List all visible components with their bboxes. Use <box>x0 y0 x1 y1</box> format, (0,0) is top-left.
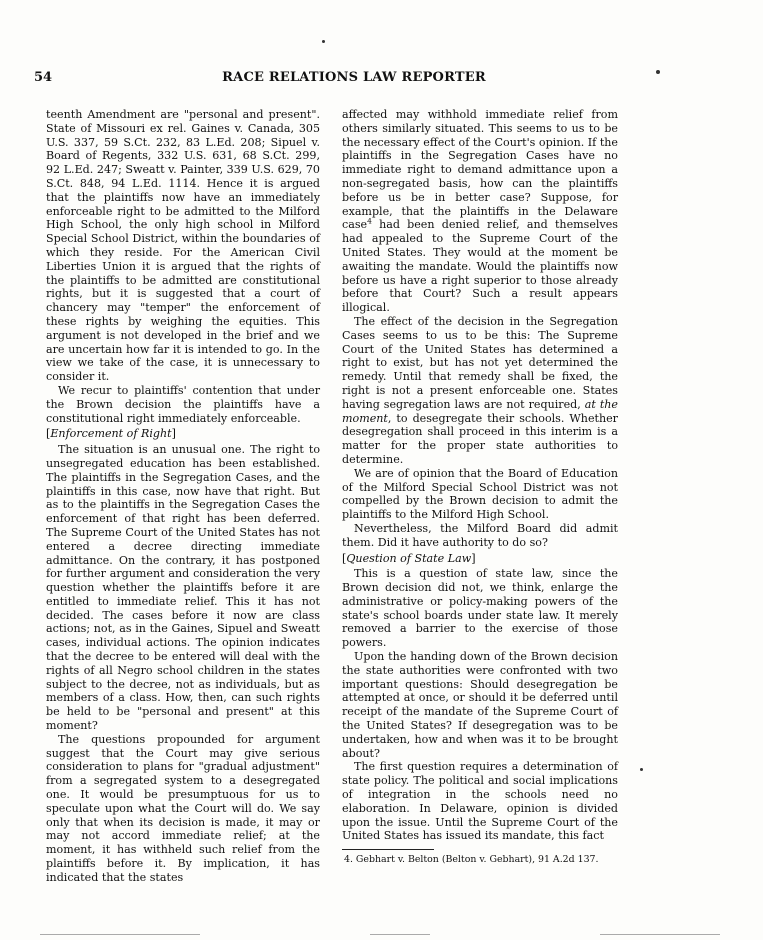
paragraph-text: , to desegregate their schools. Whether desegregation shall proceed in this interim is a matter for the proper state authorities to determine. <box>342 411 618 466</box>
paragraph: Nevertheless, the Milford Board did admit them. Did it have authority to do so? <box>342 521 618 549</box>
paragraph-text: affected may withhold immediate relief from others similarly situated. This seems to us to be the necessary effect of the Court's opinion. If the plaintiffs in the Segregation Cases have no immediate right to demand admittance upon a non-segregated basis, how can the plaintiffs before us be in better case? Suppose, for example, that the plaintiffs in the Delaware case <box>342 108 618 232</box>
paragraph-text: The effect of the decision in the Segregation Cases seems to us to be this: The Supreme Court of the United States has determined a right to exist, but has not yet determined the remedy. Until that remedy shall be fixed, the right is not a present enforceable one. States having segregation laws are not required, <box>342 314 618 411</box>
page-header <box>34 70 674 90</box>
scan-speck <box>640 768 643 771</box>
footnote-divider <box>342 849 434 850</box>
scan-edge-line <box>40 934 200 935</box>
scan-edge-line <box>370 934 430 935</box>
subheading-bracket-open: [ <box>46 427 51 441</box>
paragraph: The questions propounded for argument suggest that the Court may give serious consideration to plans for "gradual adjustment" from a segregated system to a desegregated one. It would be presumptuous for us to speculate upon what the Court will do. We say only that when its decision is made, it may or may not accord immediate relief; at the moment, it has withheld such relief from the plaintiffs before it. By implication, it has indicated that the states <box>46 732 320 884</box>
paragraph-text: had been denied relief, and themselves had appealed to the Supreme Court of the United States. They would at the moment be awaiting the mandate. Would the plaintiffs now before us have a right superior to those already before that Court? Such a result appears illogical. <box>342 218 618 315</box>
right-column <box>342 108 618 866</box>
paragraph: Upon the handing down of the Brown decision the state authorities were confronted with two important questions: Should desegregation be attempted at once, or should it be deferred until receipt of the mandate of the Supreme Court of the United States? If desegregation was to be undertaken, how and when was it to be brought about? <box>342 650 618 760</box>
emphasis-text: at the moment <box>342 397 618 425</box>
paragraph <box>342 108 618 315</box>
subheading-text: Question of State Law <box>346 551 472 565</box>
running-head: RACE RELATIONS LAW REPORTER <box>222 70 486 85</box>
section-subheading <box>46 427 320 441</box>
scan-speck <box>656 70 660 74</box>
paragraph: We are of opinion that the Board of Education of the Milford Special School District was not compelled by the Brown decision to admit the plaintiffs to the Milford High School. <box>342 466 618 522</box>
subheading-bracket-close: ] <box>471 551 476 565</box>
footnote-reference: 4 <box>367 216 372 226</box>
paragraph: This is a question of state law, since the Brown decision did not, we think, enlarge the administrative or policy-making powers of the state's school boards under state law. It merely removed a barrier to the exercise of those powers. <box>342 567 618 650</box>
scan-edge-line <box>600 934 720 935</box>
paragraph: The situation is an unusual one. The right to unsegregated education has been established. The plaintiffs in the Segregation Cases, and the plaintiffs in this case, now have that right. But as to the plaintiffs in the Segregation Cases the enforcement of that right has been deferred. The Supreme Court of the United States has not entered a decree directing immediate admittance. On the contrary, it has postponed for further argument and consideration the very question whether the plaintiffs before it are entitled to immediate relief. This it has not decided. The cases before it now are class actions; not, as in the Gaines, Sipuel and Sweatt cases, individual actions. The opinion indicates that the decree to be entered will deal with the rights of all Negro school children in the states subject to the decree, not as individuals, but as members of a class. How, then, can such rights be held to be "personal and present" at this moment? <box>46 443 320 733</box>
subheading-bracket-close: ] <box>171 427 176 441</box>
scan-speck <box>322 40 325 43</box>
footnote: 4. Gebhart v. Belton (Belton v. Gebhart), 91 A.2d 137. <box>344 854 599 866</box>
subheading-bracket-open: [ <box>342 551 347 565</box>
paragraph: teenth Amendment are "personal and present". State of Missouri ex rel. Gaines v. Canada, 305 U.S. 337, 59 S.Ct. 232, 83 L.Ed. 208; Sipuel v. Board of Regents, 332 U.S. 631, 68 S.Ct. 299, 92 L.Ed. 247; Sweatt v. Painter, 339 U.S. 629, 70 S.Ct. 848, 94 L.Ed. 1114. Hence it is argued that the plaintiffs now have an immediately enforceable right to be admitted to the Milford High School, the only high school in Milford Special School District, within the boundaries of which they reside. For the American Civil Liberties Union it is argued that the rights of the plaintiffs to be admitted are constitutional rights, but it is suggested that a court of chancery may "temper" the enforcement of these rights by weighing the equities. This argument is not developed in the brief and we are uncertain how far it is intended to go. In the view we take of the case, it is unnecessary to consider it. <box>46 108 320 384</box>
paragraph: The first question requires a determination of state policy. The political and social implications of integration in the schools need no elaboration. In Delaware, opinion is divided upon the issue. Until the Supreme Court of the United States has issued its mandate, this fact <box>342 760 618 843</box>
paragraph: We recur to plaintiffs' contention that under the Brown decision the plaintiffs have a constitutional right immediately enforceable. <box>46 383 320 425</box>
subheading-text: Enforcement of Right <box>50 427 172 441</box>
paragraph <box>342 315 618 467</box>
page-number: 54 <box>34 70 53 85</box>
left-column <box>46 108 320 885</box>
section-subheading <box>342 552 618 566</box>
